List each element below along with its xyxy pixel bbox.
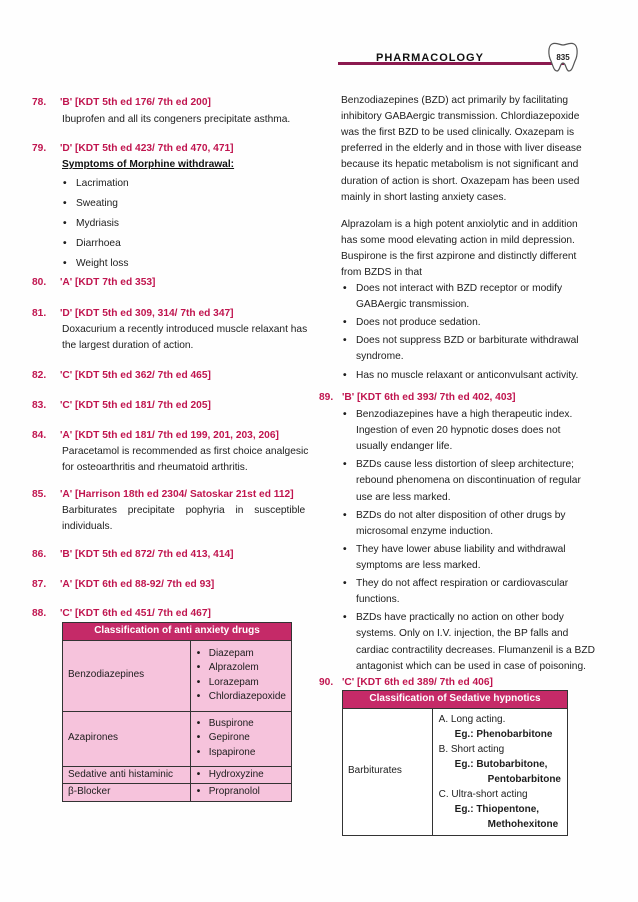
q86 bbox=[32, 547, 234, 564]
list-item: • Buspirone bbox=[196, 717, 286, 732]
list-item: • Hydroxyzine bbox=[196, 768, 286, 783]
para-line: Buspirone is the first azpirone and distinctly different bbox=[341, 251, 577, 263]
class-example: Eg.: Butobarbitone, bbox=[454, 758, 548, 770]
list-item: • BZDs have practically no action on other body systems. Only on I.V. injection, the BP falls and cardiac contractility decreases. Flumanzenil is a BZD antagonist which can be used in case of poisoning. bbox=[342, 610, 595, 674]
q88-answer: 'C' [KDT 6th ed 451/ 7th ed 467] bbox=[60, 608, 211, 619]
q85-line: Barbiturates precipitate pophyria in susceptible bbox=[62, 505, 306, 516]
list-item: • They do not affect respiration or cardiovascular functions. bbox=[342, 576, 595, 608]
class-example: Eg.: Phenobarbitone bbox=[454, 728, 553, 740]
bzd-advantages-list bbox=[342, 407, 595, 675]
group-cell: Azapirones bbox=[63, 711, 191, 766]
q79-answer: 'D' [KDT 5th ed 423/ 7th ed 470, 471] bbox=[60, 143, 234, 154]
classes-cell bbox=[432, 708, 567, 835]
table-title: Classification of Sedative hypnotics bbox=[343, 691, 568, 709]
q80 bbox=[32, 275, 155, 292]
list-item: • Gepirone bbox=[196, 731, 286, 746]
q88-number: 88. bbox=[32, 608, 47, 619]
para-line: from BZDS in that bbox=[341, 267, 422, 279]
class-example: Methohexitone bbox=[487, 818, 559, 830]
list-item: • Benzodiazepines have a high therapeutic index. Ingestion of even 20 hypnotic doses does not usually endanger life. bbox=[342, 407, 595, 455]
table-row bbox=[63, 766, 292, 784]
drugs-cell bbox=[190, 711, 291, 766]
q84-line: for osteoarthritis and rheumatoid arthritis. bbox=[62, 462, 248, 473]
class-label: A. Long acting. bbox=[438, 713, 506, 725]
page-number: 835 bbox=[556, 53, 570, 62]
q84-answer: 'A' [KDT 5th ed 181/ 7th ed 199, 201, 203, 206] bbox=[60, 430, 279, 441]
q83-answer: 'C' [KDT 5th ed 181/ 7th ed 205] bbox=[60, 400, 211, 411]
q85 bbox=[32, 487, 294, 504]
q90-answer: 'C' [KDT 6th ed 389/ 7th ed 406] bbox=[342, 677, 493, 688]
table-row bbox=[63, 711, 292, 766]
class-label: C. Ultra-short acting bbox=[438, 788, 528, 800]
list-item: • Diarrhoea bbox=[62, 234, 129, 254]
q85-number: 85. bbox=[32, 489, 47, 500]
para-line: Alprazolam is a high potent anxiolytic and in addition bbox=[341, 219, 578, 230]
table-row bbox=[63, 640, 292, 711]
class-label: B. Short acting bbox=[438, 743, 505, 755]
q85-answer: 'A' [Harrison 18th ed 2304/ Satoskar 21st ed 112] bbox=[60, 489, 294, 500]
anti-anxiety-table bbox=[62, 622, 292, 802]
list-item: • Does not produce sedation. bbox=[342, 315, 579, 331]
q81-line: the largest duration of action. bbox=[62, 340, 194, 351]
drugs-cell bbox=[190, 766, 291, 784]
q80-number: 80. bbox=[32, 277, 47, 288]
class-example: Pentobarbitone bbox=[487, 773, 561, 785]
q83 bbox=[32, 398, 211, 415]
q78-number: 78. bbox=[32, 97, 47, 108]
para-line: because its hepatic metabolism is not significant and bbox=[341, 159, 579, 171]
list-item: • Diazepam bbox=[196, 647, 286, 662]
q79-heading: Symptoms of Morphine withdrawal: bbox=[62, 159, 235, 170]
para-line: Benzodiazepines (BZD) act primarily by facilitating bbox=[341, 95, 569, 106]
q78-answer: 'B' [KDT 5th ed 176/ 7th ed 200] bbox=[60, 97, 211, 108]
q86-answer: 'B' [KDT 5th ed 872/ 7th ed 413, 414] bbox=[60, 549, 234, 560]
group-cell: Sedative anti histaminic bbox=[63, 766, 191, 784]
q78 bbox=[32, 95, 211, 112]
group-cell: Barbiturates bbox=[343, 708, 433, 835]
list-item: • BZDs cause less distortion of sleep architecture; rebound phenomena on discontinuation of regular use are less marked. bbox=[342, 457, 595, 505]
q81 bbox=[32, 306, 234, 323]
para-line: preferred in the elderly and in those with liver disease bbox=[341, 143, 582, 155]
q88 bbox=[32, 606, 211, 623]
group-cell: Benzodiazepines bbox=[63, 640, 191, 711]
para-line: has some mood elevating action in mild depression. bbox=[341, 235, 575, 247]
q89 bbox=[319, 390, 516, 407]
list-item: • Alprazolem bbox=[196, 661, 286, 676]
q87 bbox=[32, 577, 214, 594]
q79 bbox=[32, 141, 234, 158]
list-item: • Lacrimation bbox=[62, 174, 129, 194]
table-title: Classification of anti anxiety drugs bbox=[63, 623, 292, 641]
q89-answer: 'B' [KDT 6th ed 393/ 7th ed 402, 403] bbox=[342, 392, 516, 403]
q84-number: 84. bbox=[32, 430, 47, 441]
drugs-cell bbox=[190, 640, 291, 711]
drugs-cell bbox=[190, 784, 291, 802]
q86-number: 86. bbox=[32, 549, 47, 560]
morphine-withdrawal-list bbox=[62, 174, 129, 273]
para-line: was the first BZD to be used clinically. Oxazepam is bbox=[341, 127, 575, 139]
buspirone-list bbox=[342, 281, 579, 384]
q89-number: 89. bbox=[319, 392, 334, 403]
list-item: • Chlordiazepoxide bbox=[196, 690, 286, 705]
q80-answer: 'A' [KDT 7th ed 353] bbox=[60, 277, 156, 288]
list-item: • Propranolol bbox=[196, 785, 286, 800]
para-line: mainly in short lasting anxiety cases. bbox=[341, 191, 507, 203]
q85-line: individuals. bbox=[62, 521, 113, 532]
class-example: Eg.: Thiopentone, bbox=[454, 803, 540, 815]
list-item: • Has no muscle relaxant or anticonvulsant activity. bbox=[342, 368, 579, 384]
list-item: • BZDs do not alter disposition of other drugs by microsomal enzyme induction. bbox=[342, 508, 595, 540]
q81-answer: 'D' [KDT 5th ed 309, 314/ 7th ed 347] bbox=[60, 308, 234, 319]
q81-number: 81. bbox=[32, 308, 47, 319]
list-item: • Weight loss bbox=[62, 254, 129, 274]
q78-text: Ibuprofen and all its congeners precipitate asthma. bbox=[62, 114, 291, 125]
q84-line: Paracetamol is recommended as first choice analgesic bbox=[62, 446, 309, 457]
q82-answer: 'C' [KDT 5th ed 362/ 7th ed 465] bbox=[60, 370, 211, 381]
table-row bbox=[63, 784, 292, 802]
bzd-paragraph bbox=[341, 93, 582, 206]
sedative-hypnotics-table bbox=[342, 690, 568, 836]
list-item: • Ispapirone bbox=[196, 746, 286, 761]
list-item: • Sweating bbox=[62, 194, 129, 214]
q82-number: 82. bbox=[32, 370, 47, 381]
list-item: • Mydriasis bbox=[62, 214, 129, 234]
q87-number: 87. bbox=[32, 579, 47, 590]
list-item: • Does not interact with BZD receptor or modify GABAergic transmission. bbox=[342, 281, 579, 313]
q84 bbox=[32, 428, 279, 445]
list-item: • Lorazepam bbox=[196, 676, 286, 691]
para-line: duration of action is short. Oxazepam has been used bbox=[341, 175, 580, 187]
q79-number: 79. bbox=[32, 143, 47, 154]
page-header-title: PHARMACOLOGY bbox=[376, 52, 484, 64]
q81-line: Doxacurium a recently introduced muscle relaxant has bbox=[62, 324, 308, 335]
q83-number: 83. bbox=[32, 400, 47, 411]
list-item: • Does not suppress BZD or barbiturate withdrawal syndrome. bbox=[342, 333, 579, 365]
q82 bbox=[32, 368, 211, 385]
alprazolam-paragraph bbox=[341, 217, 578, 281]
group-cell: β-Blocker bbox=[63, 784, 191, 802]
q90-number: 90. bbox=[319, 677, 334, 688]
tooth-page-badge bbox=[546, 41, 580, 73]
list-item: • They have lower abuse liability and withdrawal symptoms are less marked. bbox=[342, 542, 595, 574]
para-line: inhibitory GABAergic transmission. Chlordiazepoxide bbox=[341, 111, 580, 123]
q87-answer: 'A' [KDT 6th ed 88-92/ 7th ed 93] bbox=[60, 579, 215, 590]
